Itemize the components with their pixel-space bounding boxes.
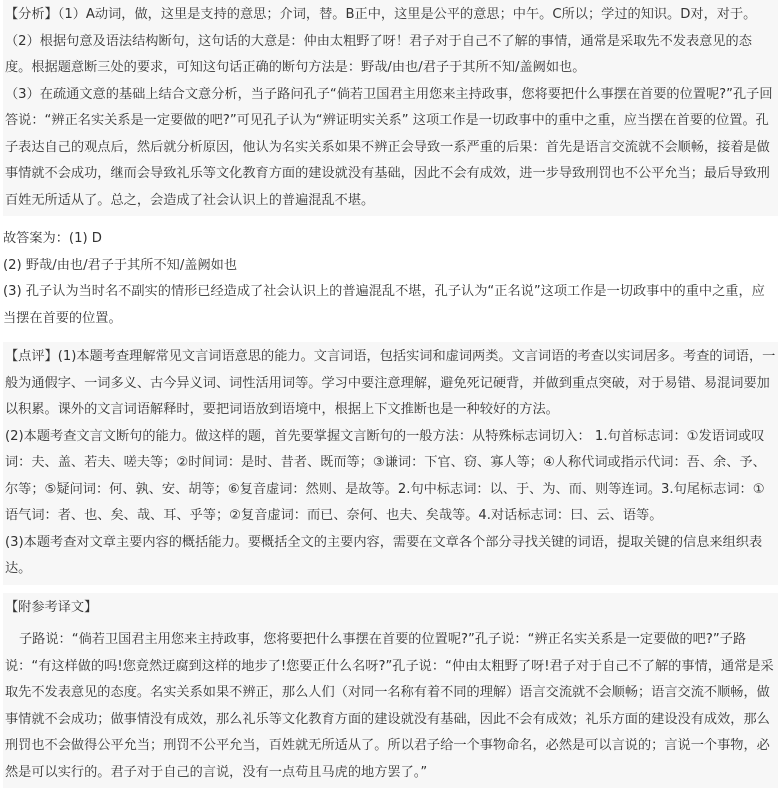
answer-line-2: (2) 野哉/由也/君子于其所不知/盖阙如也 [3,253,778,280]
analysis-section [3,0,778,216]
analysis-paragraph-3: （3）在疏通文意的基础上结合文意分析，当子路问孔子“倘若卫国君主用您来主持政事，您将要把什么事摆在首要的位置呢?”孔子回答说：“辨正名实关系是一定要做的吧?”可见孔子认为“辨证明实关系” 这项工作是一切政事中的重中之重，应当摆在首要的位置。孔子表达自己的观点后，然后就分析原因，他认为名实关系如果不辨正会导致一系严重的后果：首先是语言交流就不会顺畅，接着是做事情就不会成功，继而会导致礼乐等文化教育方面的建设就没有基础，因此不会有成效，进一步导致刑罚也不公平允当；最后导致刑百姓无所适从了。总之，会造成了社会认识上的普遍混乱不堪。 [5,82,776,215]
analysis-paragraph-1: 【分析】（1）A动词，做，这里是支持的意思；介词，替。B正中，这里是公平的意思；中午。C所以；学过的知识。D对，对于。 [5,2,776,29]
answer-section [3,226,778,332]
comment-paragraph-2: (2)本题考查文言文断句的能力。做这样的题，首先要掌握文言断句的一般方法：从特殊标志词切入： 1.句首标志词：①发语词或叹词：夫、盖、若夫、嗟夫等；②时间词：是时、昔者、既而等；③谦词：下官、窃、寡人等；④人称代词或指示代词：吾、余、予、尔等；⑤疑问词：何、孰、安、胡等；⑥复音虚词：然则、是故等。2.句中标志词：以、于、为、而、则等连词。3.句尾标志词：①语气词：者、也、矣、哉、耳、乎等；②复音虚词：而已、奈何、也夫、矣哉等。4.对话标志词：曰、云、语等。 [5,424,776,530]
comment-paragraph-3: (3)本题考查对文章主要内容的概括能力。要概括全文的主要内容，需要在文章各个部分寻找关键的词语，提取关键的信息来组织表达。 [5,530,776,583]
comment-paragraph-1: 【点评】(1)本题考查理解常见文言词语意思的能力。文言词语，包括实词和虚词两类。文言词语的考查以实词居多。考查的词语，一般为通假字、一词多义、古今异义词、词性活用词等。学习中要注意理解，避免死记硬背，并做到重点突破，对于易错、易混词要加以积累。课外的文言词语解释时，要把词语放到语境中，根据上下文推断也是一种较好的方法。 [5,344,776,424]
analysis-paragraph-2: （2）根据句意及语法结构断句，这句话的大意是：仲由太粗野了呀！君子对于自己不了解的事情，通常是采取先不发表意见的态度。根据题意断三处的要求，可知这句话正确的断句方法是：野哉/由也/君子于其所不知/盖阙如也。 [5,29,776,82]
answer-line-1: 故答案为：(1) D [3,226,778,253]
comment-section [3,342,778,585]
translation-body: 子路说：“倘若卫国君主用您来主持政事，您将要把什么事摆在首要的位置呢?”孔子说：“辨正名实关系是一定要做的吧?”子路说：“有这样做的吗!您竟然迂腐到这样的地步了!您要正什么名呀?”孔子说：“仲由太粗野了呀!君子对于自己不了解的事情，通常是采取先不发表意见的态度。名实关系如果不辨正，那么人们（对同一名称有着不同的理解）语言交流就不会顺畅；语言交流不顺畅，做事情就不会成功；做事情没有成效，那么礼乐等文化教育方面的建设就没有基础，因此不会有成效；礼乐方面的建设没有成效，那么刑罚也不会做得公平允当；刑罚不公平允当，百姓就无所适从了。所以君子给一个事物命名，必然是可以言说的；言说一个事物，必然是可以实行的。君子对于自己的言说，没有一点苟且马虎的地方罢了。” [5,627,776,786]
answer-line-3: (3) 孔子认为当时名不副实的情形已经造成了社会认识上的普遍混乱不堪，孔子认为“正名说”这项工作是一切政事中的重中之重，应当摆在首要的位置。 [3,279,778,332]
translation-label: 【附参考译文】 [5,595,776,622]
solution-document [3,0,778,788]
translation-section [3,593,778,788]
